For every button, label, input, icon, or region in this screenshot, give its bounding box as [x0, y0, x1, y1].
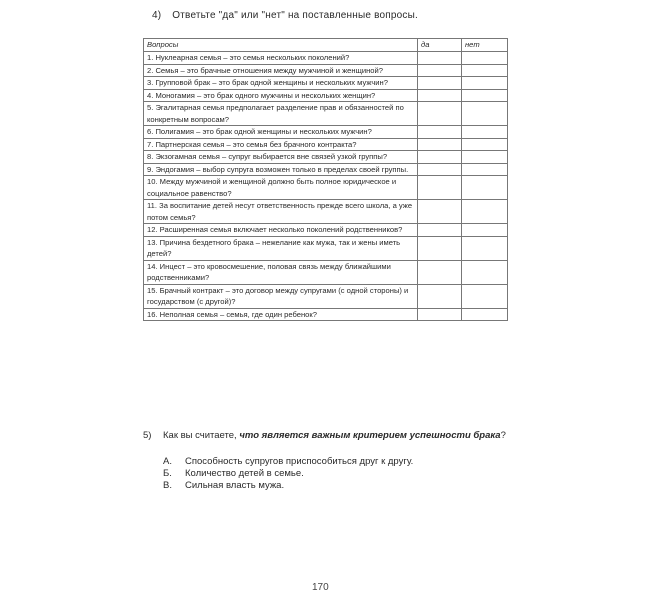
answer-no-cell[interactable] — [462, 236, 508, 260]
answer-no-cell[interactable] — [462, 163, 508, 176]
answer-no-cell[interactable] — [462, 308, 508, 321]
table-row — [144, 138, 508, 151]
question-cell: 13. Причина бездетного брака – нежелание как мужа, так и жены иметь детей? — [144, 236, 418, 260]
answer-yes-cell[interactable] — [418, 200, 462, 224]
option-letter: В. — [163, 480, 172, 491]
answer-option — [163, 456, 523, 468]
table-row — [144, 260, 508, 284]
answer-yes-cell[interactable] — [418, 64, 462, 77]
answer-yes-cell[interactable] — [418, 308, 462, 321]
question-cell: 16. Неполная семья – семья, где один ребенок? — [144, 308, 418, 321]
answer-yes-cell[interactable] — [418, 284, 462, 308]
option-text: Способность супругов приспособиться друг к другу. — [185, 456, 414, 467]
answer-yes-cell[interactable] — [418, 52, 462, 65]
answer-no-cell[interactable] — [462, 89, 508, 102]
answer-no-cell[interactable] — [462, 224, 508, 237]
table-row — [144, 89, 508, 102]
answer-yes-cell[interactable] — [418, 260, 462, 284]
table-header-row — [144, 39, 508, 52]
table-row — [144, 102, 508, 126]
question-cell: 4. Моногамия – это брак одного мужчины и нескольких женщин? — [144, 89, 418, 102]
answer-no-cell[interactable] — [462, 126, 508, 139]
question-cell: 12. Расширенная семья включает несколько поколений родственников? — [144, 224, 418, 237]
table-row — [144, 176, 508, 200]
answer-yes-cell[interactable] — [418, 89, 462, 102]
question-5-emphasis: что является важным критерием успешности брака — [239, 430, 501, 441]
answer-yes-cell[interactable] — [418, 151, 462, 164]
table-row — [144, 224, 508, 237]
table-row — [144, 236, 508, 260]
answer-no-cell[interactable] — [462, 200, 508, 224]
answer-no-cell[interactable] — [462, 284, 508, 308]
question-5-prefix: Как вы считаете, — [163, 430, 240, 441]
header-yes: да — [418, 39, 462, 52]
answer-no-cell[interactable] — [462, 260, 508, 284]
question-5-suffix: ? — [500, 430, 506, 441]
answer-no-cell[interactable] — [462, 52, 508, 65]
header-questions: Вопросы — [144, 39, 418, 52]
answer-no-cell[interactable] — [462, 138, 508, 151]
table-row — [144, 64, 508, 77]
question-cell: 1. Нуклеарная семья – это семья нескольких поколений? — [144, 52, 418, 65]
page-number: 170 — [312, 582, 329, 593]
question-cell: 6. Полигамия – это брак одной женщины и нескольких мужчин? — [144, 126, 418, 139]
question-cell: 7. Партнерская семья – это семья без брачного контракта? — [144, 138, 418, 151]
answer-no-cell[interactable] — [462, 151, 508, 164]
question-4-text: Ответьте "да" или "нет" на поставленные вопросы. — [172, 10, 418, 21]
answer-yes-cell[interactable] — [418, 163, 462, 176]
question-4-number: 4) — [152, 10, 162, 21]
question-cell: 8. Экзогамная семья – супруг выбирается вне связей узкой группы? — [144, 151, 418, 164]
table-row — [144, 163, 508, 176]
option-text: Количество детей в семье. — [185, 468, 304, 479]
table-row — [144, 308, 508, 321]
question-cell: 5. Эгалитарная семья предполагает разделение прав и обязанностей по конкретным вопросам? — [144, 102, 418, 126]
question-cell: 2. Семья – это брачные отношения между мужчиной и женщиной? — [144, 64, 418, 77]
answer-yes-cell[interactable] — [418, 138, 462, 151]
table-row — [144, 284, 508, 308]
answer-yes-cell[interactable] — [418, 126, 462, 139]
table-row — [144, 200, 508, 224]
answer-no-cell[interactable] — [462, 102, 508, 126]
header-no: нет — [462, 39, 508, 52]
table-body — [144, 52, 508, 321]
answer-no-cell[interactable] — [462, 176, 508, 200]
yes-no-table — [143, 38, 508, 321]
table-row — [144, 52, 508, 65]
question-cell: 10. Между мужчиной и женщиной должно быть полное юридическое и социальное равенство? — [144, 176, 418, 200]
answer-no-cell[interactable] — [462, 77, 508, 90]
answer-yes-cell[interactable] — [418, 176, 462, 200]
option-letter: Б. — [163, 468, 172, 479]
answer-option — [163, 468, 523, 480]
question-5-text — [163, 430, 523, 442]
question-5-options — [163, 456, 523, 492]
question-cell: 9. Эндогамия – выбор супруга возможен только в пределах своей группы. — [144, 163, 418, 176]
option-text: Сильная власть мужа. — [185, 480, 285, 491]
answer-yes-cell[interactable] — [418, 77, 462, 90]
table-row — [144, 126, 508, 139]
answer-no-cell[interactable] — [462, 64, 508, 77]
table-row — [144, 151, 508, 164]
table-row — [144, 77, 508, 90]
answer-option — [163, 480, 523, 492]
question-cell: 11. За воспитание детей несут ответственность прежде всего школа, а уже потом семья? — [144, 200, 418, 224]
answer-yes-cell[interactable] — [418, 102, 462, 126]
answer-yes-cell[interactable] — [418, 236, 462, 260]
question-4-title — [152, 10, 418, 21]
question-cell: 14. Инцест – это кровосмешение, половая связь между ближайшими родственниками? — [144, 260, 418, 284]
option-letter: А. — [163, 456, 172, 467]
question-cell: 3. Групповой брак – это брак одной женщины и нескольких мужчин? — [144, 77, 418, 90]
question-5-number: 5) — [143, 430, 152, 441]
question-cell: 15. Брачный контракт – это договор между супругами (с одной стороны) и государством (с другой)? — [144, 284, 418, 308]
answer-yes-cell[interactable] — [418, 224, 462, 237]
